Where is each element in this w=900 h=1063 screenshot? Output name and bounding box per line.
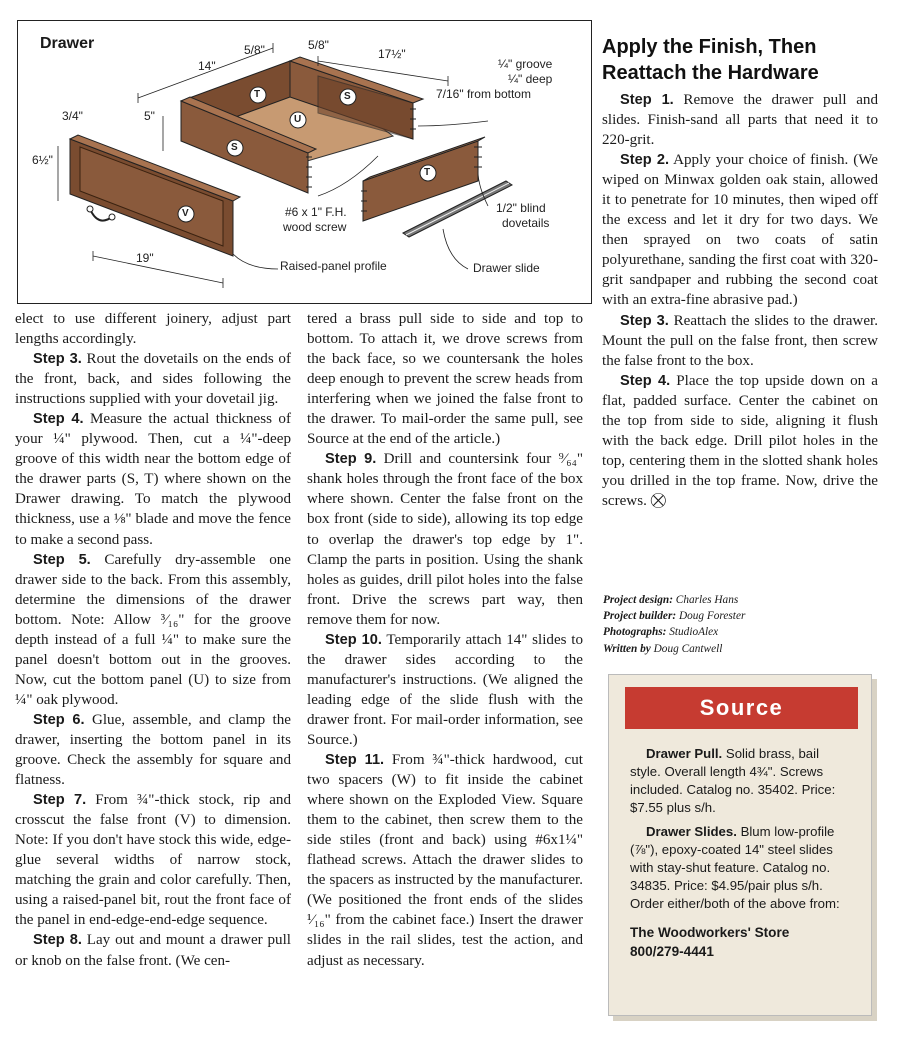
dim-side-a: 5/8" bbox=[244, 43, 265, 57]
paragraph: tered a brass pull side to side and top to bottom. To attach it, we drove screws from the back face, so we countersank the holes deep enough to prevent the screw heads from interfering when we joined the false front to the drawer. To mail-order the same pull, see Source at the end of the article.) bbox=[307, 311, 583, 448]
step-paragraph: Step 4. Measure the actual thickness of your ¼" plywood. Then, cut a ¼"-deep groove of this width near the bottom edge of the drawer parts (S, T) where shown on the Drawer drawing. To match the plywood thickness, use a ⅛" blade and move the fence to make a second pass. bbox=[15, 411, 291, 548]
step-paragraph: Step 3. Rout the dovetails on the ends of the front, back, and sides following the instructions supplied with your dovetail jig. bbox=[15, 351, 291, 408]
dim-height-6: 6½" bbox=[32, 153, 53, 167]
step-paragraph: Step 3. Reattach the slides to the drawer. Mount the pull on the false front, then screw the false front to the box. bbox=[602, 312, 878, 369]
store-name: The Woodworkers' Store bbox=[630, 925, 790, 940]
column-2 bbox=[307, 309, 583, 971]
column-3 bbox=[602, 90, 878, 511]
source-body bbox=[630, 745, 852, 961]
credit-line: Project design: Charles Hans bbox=[603, 594, 739, 606]
step-paragraph: Step 2. Apply your choice of finish. (We wiped on Minwax golden oak stain, allowed it to penetrate for 10 minutes, then wiped off the excess and let it dry for two days. We then sprayed on two coats of satin polyurethane, sanding the first coat with 320-grit sandpaper and rubbing the second coat with an extra-fine abrasive pad.) bbox=[602, 152, 878, 309]
dim-width-19: 19" bbox=[136, 251, 154, 265]
credits bbox=[603, 592, 883, 657]
part-label-s1: S bbox=[344, 91, 351, 102]
drawer-slide-label: Drawer slide bbox=[473, 261, 540, 275]
part-label-s2: S bbox=[231, 142, 238, 153]
store-phone: 800/279-4441 bbox=[630, 944, 714, 959]
part-label-t2: T bbox=[424, 167, 431, 178]
dim-side-b: 5/8" bbox=[308, 38, 329, 52]
blind-label-2: dovetails bbox=[502, 216, 550, 230]
paragraph: elect to use different joinery, adjust part lengths accordingly. bbox=[15, 311, 291, 348]
groove-label-1: ¼" groove bbox=[498, 57, 553, 71]
credit-line: Written by Doug Cantwell bbox=[603, 642, 723, 655]
groove-label-2: ¼" deep bbox=[508, 72, 553, 86]
part-label-v: V bbox=[182, 208, 189, 219]
source-box bbox=[608, 674, 872, 1016]
dim-depth: 17½" bbox=[378, 47, 406, 61]
step-paragraph: Step 5. Carefully dry-assemble one drawer side to the back. From this assembly, determine the dimensions of the drawer bottom. Note: Allow ³⁄₁₆" for the groove depth instead of a full ¼" to make sure the panel doesn't bottom out in the grooves. Now, cut the bottom panel (U) to size from ¼" oak plywood. bbox=[15, 551, 292, 708]
step-paragraph: Step 6. Glue, assemble, and clamp the drawer, inserting the bottom panel in its groove. Check the assembly for square and flatness. bbox=[15, 711, 291, 789]
dim-thickness: 3/4" bbox=[62, 109, 83, 123]
store-contact bbox=[630, 923, 852, 961]
step-paragraph: Step 8. Lay out and mount a drawer pull or knob on the false front. (We cen- bbox=[15, 932, 291, 969]
step-paragraph: Step 4. Place the top upside down on a flat, padded surface. Center the cabinet on the top from side to side, aligning it flush with the back edge. Drill pilot holes in the top, centering them in the slotted shank holes you drilled in the top frame. Now, drive the screws. ⛒ bbox=[602, 372, 878, 509]
dim-height-5: 5" bbox=[144, 109, 155, 123]
section-heading: Apply the Finish, Then Reattach the Hardware bbox=[602, 36, 819, 84]
step-paragraph: Step 9. Drill and countersink four ⁹⁄₆₄" shank holes through the front face of the box where shown. Center the false front on the box front (side to side), allowing its top edge to overlap the drawer's top edge by 1". Clamp the parts in position. Using the shank holes as guides, drill pilot holes into the false front. Drive the screws part way, then remove them for now. bbox=[307, 451, 583, 628]
dim-width-14: 14" bbox=[198, 59, 216, 73]
source-item: Drawer Slides. Blum low-profile (⅞"), epoxy-coated 14" steel slides with stay-shut feature. Catalog no. 34835. Price: $4.95/pair plus s/h. Order either/both of the above from: bbox=[630, 824, 840, 911]
blind-label-1: 1/2" blind bbox=[496, 201, 546, 215]
step-paragraph: Step 1. Remove the drawer pull and slides. Finish-sand all parts that need it to 220-grit. bbox=[602, 92, 878, 149]
part-label-t1: T bbox=[254, 89, 261, 100]
drawing-title: Drawer bbox=[40, 35, 95, 52]
credit-line: Project builder: Doug Forester bbox=[603, 610, 746, 623]
drawer-drawing bbox=[17, 20, 592, 304]
step-paragraph: Step 7. From ¾"-thick stock, rip and crosscut the false front (V) to dimension. Note: If you don't have stock this wide, edge-glue several widths of narrow stock, matching the grain and color carefully. Then, using a raised-panel bit, rout the front face of the panel in end-edge-end-edge sequence. bbox=[15, 792, 292, 929]
part-label-u: U bbox=[294, 114, 302, 125]
raised-panel-label: Raised-panel profile bbox=[280, 259, 387, 273]
source-item: Drawer Pull. Solid brass, bail style. Overall length 4¾". Screws included. Catalog no. 35402. Price: $7.55 plus s/h. bbox=[630, 746, 836, 815]
step-paragraph: Step 11. From ¾"-thick hardwood, cut two spacers (W) to fit inside the cabinet where shown on the Exploded View. Square them to the cabinet, then screw them to the side stiles (front and back) using #6x1¼" flathead screws. Attach the drawer slides to the spacers as instructed by the manufacturer. (We positioned the front ends of the slides ¹⁄₁₆" from the cabinet face.) Insert the drawer slides in the rail slides, test the action, and adjust as necessary. bbox=[307, 752, 583, 969]
screw-label-2: wood screw bbox=[283, 220, 347, 234]
credit-line: Photographs: StudioAlex bbox=[603, 626, 719, 639]
source-title: Source bbox=[625, 687, 858, 729]
column-1 bbox=[15, 309, 291, 971]
groove-label-3: 7/16" from bottom bbox=[436, 87, 531, 101]
step-paragraph: Step 10. Temporarily attach 14" slides to the drawer sides according to the manufacturer's instructions. (We aligned the leading edge of the slide flush with the drawer front. For mail-order information, see Source.) bbox=[307, 631, 583, 748]
screw-label-1: #6 x 1" F.H. bbox=[285, 205, 347, 219]
